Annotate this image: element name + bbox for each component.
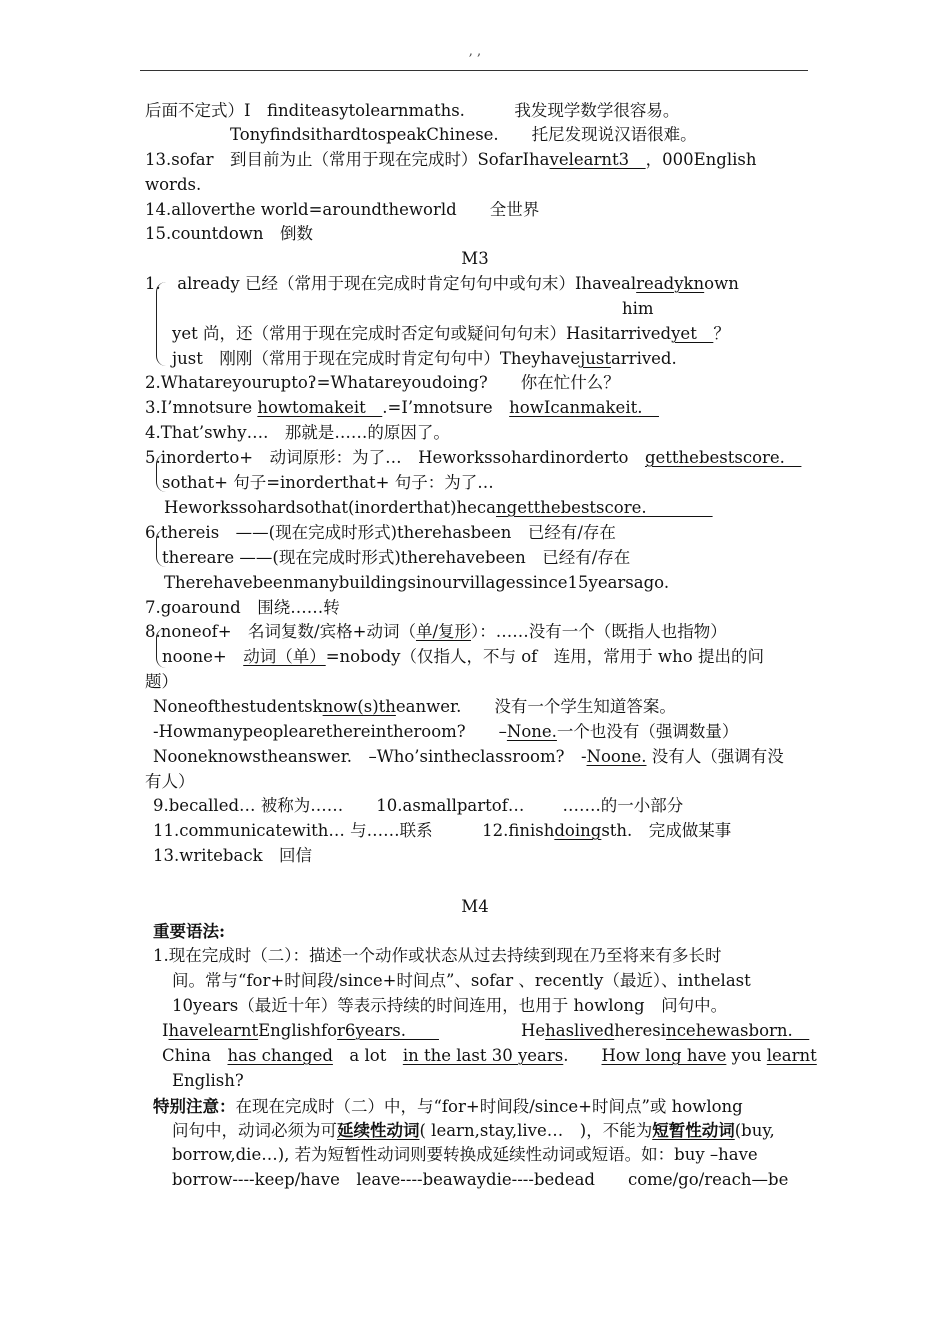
m3-line-19: Nooneknowstheanswer. –Who’sintheclassroom? -Noone. 没有人（强调有没: [153, 747, 784, 766]
m3-line-1b: him: [622, 299, 654, 318]
heading-m3: M3: [461, 249, 489, 268]
m4-line-3: 10years（最近十年）等表示持续的时间连用，也用于 howlong 问句中。: [172, 996, 728, 1015]
m3-line-20: 有人）: [145, 772, 195, 791]
line-5: 14.alloverthe world=aroundtheworld 全世界: [145, 200, 540, 219]
m3-line-17: Noneofthestudentsknow(s)theanwer. 没有一个学生知道答案。: [153, 697, 676, 716]
m4-line-4: IhavelearntEnglishfor6years. Hehaslivedheresincehewasborn.: [162, 1021, 810, 1040]
underline-span: velearnt3: [549, 150, 646, 169]
line-1: 后面不定式）I finditeasytolearnmaths. 我发现学数学很容易。: [145, 101, 680, 120]
m3-line-6: 4.That’swhy…. 那就是……的原因了。: [145, 423, 450, 442]
header-rule: [140, 70, 808, 71]
m3-line-2: yet 尚，还（常用于现在完成时否定句或疑问句句末）Hasitarrivedyet ？: [172, 324, 730, 343]
m4-line-5: China has changed a lot in the last 30 years. How long have you learnt: [162, 1046, 817, 1065]
line-2: TonyfindsithardtospeakChinese. 托尼发现说汉语很难。: [230, 125, 697, 144]
m4-line-8: 问句中，动词必须为可延续性动词( learn,stay,live… )，不能为短暂性动词(buy,: [172, 1121, 775, 1140]
m4-line-10: borrow----keep/have leave----beawaydie----bedead come/go/reach—be: [172, 1170, 789, 1189]
m4-line-7: 特别注意：在现在完成时（二）中，与“for+时间段/since+时间点”或 howlong: [153, 1097, 743, 1116]
m3-line-1: 1. already 已经（常用于现在完成时肯定句句中或句末）Ihavealreadyknown: [145, 274, 739, 293]
m3-line-14: 8.noneof+ 名词复数/宾格+动词（单/复形）：……没有一个（既指人也指物）: [145, 622, 727, 641]
m3-line-22: 11.communicatewith… 与……联系 12.finishdoingsth. 完成做某事: [153, 821, 732, 840]
m3-line-4: 2.Whatareyouruptoʔ=Whatareyoudoing? 你在忙什么？: [145, 373, 620, 392]
m3-line-5: 3.I’mnotsure howtomakeit .=I’mnotsure howIcanmakeit.: [145, 398, 659, 417]
m4-line-6: English?: [172, 1071, 244, 1090]
heading-m4: M4: [461, 897, 489, 916]
m3-line-8: sothat+ 句子=inorderthat+ 句子：为了…: [162, 473, 494, 492]
m3-line-13: 7.goaround 围绕……转: [145, 598, 340, 617]
m3-line-3: just 刚刚（常用于现在完成时肯定句句中）Theyhavejustarrived.: [172, 349, 677, 368]
m3-line-16: 题）: [145, 672, 178, 691]
m3-line-11: thereare ——(现在完成时形式)therehavebeen 已经有/存在: [162, 548, 631, 567]
m4-line-2: 间。常与“for+时间段/since+时间点”、sofar 、recently（最近）、inthelast: [172, 971, 751, 990]
brace-1: [156, 282, 167, 366]
m3-line-15: noone+ 动词（单）=nobody（仅指人，不与 of 连用，常用于 who 提出的问: [162, 647, 764, 666]
m4-line-9: borrow,die…), 若为短暂性动词则要转换成延续性动词或短语。如：buy –have: [172, 1145, 758, 1164]
line-4: words.: [145, 175, 202, 194]
header-mark: , ,: [468, 44, 482, 59]
m3-line-23: 13.writeback 回信: [153, 846, 313, 865]
m4-line-1: 1.现在完成时（二）：描述一个动作或状态从过去持续到现在乃至将来有多长时: [153, 946, 722, 965]
m3-line-12: Therehavebeenmanybuildingsinourvillagessince15yearsago.: [164, 573, 670, 592]
m3-line-18: -Howmanypeoplearethereintheroom? –None.一个也没有（强调数量）: [153, 722, 739, 741]
m3-line-10: 6.thereis ——(现在完成时形式)therehasbeen 已经有/存在: [145, 523, 616, 542]
m3-line-21: 9.becalled… 被称为…… 10.asmallpartof… …….的一小部分: [153, 796, 684, 815]
line-6: 15.countdown 倒数: [145, 224, 314, 243]
m3-line-9: Heworkssohardsothat(inorderthat)hecangetthebestscore.: [164, 498, 713, 517]
grammar-heading: 重要语法:: [153, 922, 226, 941]
m3-line-7: 5.inorderto+ 动词原形：为了… Heworkssohardinorderto getthebestscore.: [145, 448, 802, 467]
line-3: 13.sofar 到目前为止（常用于现在完成时）SofarIhavelearnt3 ，000English: [145, 150, 757, 169]
